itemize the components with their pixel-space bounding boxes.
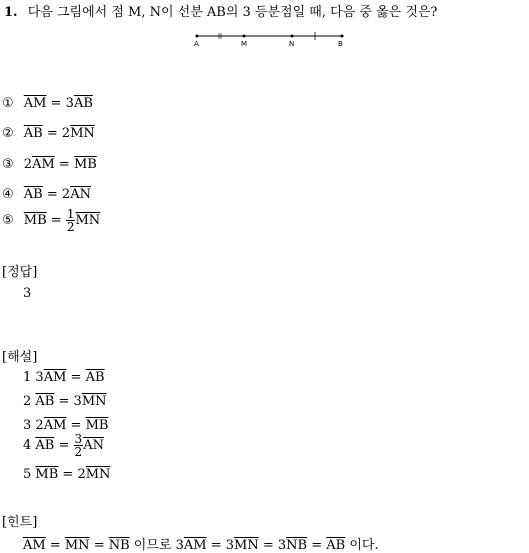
segment-label: $\overline{MB}$	[35, 467, 59, 482]
equation-text: =	[89, 538, 109, 553]
question-line	[4, 1, 437, 20]
explanation-line-4	[23, 433, 104, 458]
point-a-dot	[196, 35, 199, 38]
choice-3[interactable]	[2, 157, 97, 172]
fraction-numerator: 3	[74, 432, 83, 446]
choice-mark: ③	[2, 157, 14, 172]
point-b-dot	[341, 35, 344, 38]
fraction-denominator: 2	[66, 220, 75, 234]
segment-label: $\overline{AB}$	[73, 96, 93, 111]
equation-text: =	[66, 418, 86, 433]
equation-text: = 3	[46, 96, 74, 111]
segment-label: $\overline{NB}$	[286, 538, 308, 553]
explanation-line-2	[23, 394, 107, 409]
segment-label: $\overline{MN}$	[75, 213, 101, 228]
point-label-a: A	[194, 40, 199, 48]
explanation-line-1	[23, 370, 105, 385]
segment-label: $\overline{MB}$	[85, 418, 109, 433]
equation-text: =	[54, 438, 74, 453]
segment-label: $\overline{AB}$	[35, 438, 55, 453]
fraction-numerator: 1	[66, 207, 75, 221]
segment-svg	[190, 30, 350, 52]
equation-text: = 2	[42, 126, 71, 141]
equation-text: =	[46, 213, 66, 228]
choice-mark: ②	[2, 126, 14, 141]
choice-mark: ④	[2, 187, 14, 202]
explanation-label: [해설]	[2, 350, 38, 365]
coefficient: 3	[35, 370, 44, 385]
segment-label: $\overline{AN}$	[83, 438, 104, 453]
line-number: 3	[23, 418, 32, 433]
line-number: 4	[23, 438, 32, 453]
segment-label: $\overline{AB}$	[85, 370, 105, 385]
choice-mark: ⑤	[2, 213, 14, 228]
equation-text: = 3	[258, 538, 287, 553]
segment-label: $\overline{AM}$	[23, 538, 46, 553]
choice-2[interactable]	[2, 126, 95, 141]
hint-text	[23, 534, 379, 553]
segment-label: $\overline{AM}$	[23, 96, 47, 111]
question-number: 1.	[4, 5, 18, 20]
segment-label: $\overline{AB}$	[326, 538, 346, 553]
question-text: 다음 그림에서 점 M, N이 선분 AB의 3 등분점일 때, 다음 중 옳은 것은?	[27, 5, 438, 20]
line-number: 5	[23, 467, 32, 482]
hint-connector: 이므로 3	[129, 538, 184, 553]
explanation-line-3	[23, 418, 108, 433]
equation-text: =	[45, 538, 65, 553]
point-label-m: M	[241, 40, 248, 48]
choice-mark: ①	[2, 96, 14, 111]
segment-label: $\overline{MN}$	[85, 467, 111, 482]
equation-text: = 2	[58, 467, 86, 482]
segment-label: $\overline{AM}$	[183, 538, 207, 553]
answer-label: [정답]	[2, 265, 38, 280]
point-m-dot	[243, 35, 246, 38]
choice-1[interactable]	[2, 96, 93, 111]
segment-label: $\overline{MB}$	[73, 157, 97, 172]
equation-text: =	[66, 370, 86, 385]
point-n-dot	[291, 35, 294, 38]
equation-text: = 2	[42, 187, 71, 202]
segment-label: $\overline{AB}$	[23, 126, 43, 141]
line-number: 1	[23, 370, 32, 385]
segment-label: $\overline{AM}$	[43, 418, 67, 433]
segment-label: $\overline{AN}$	[70, 187, 91, 202]
segment-label: $\overline{MB}$	[23, 213, 47, 228]
segment-label: $\overline{MN}$	[81, 394, 107, 409]
equation-text: =	[307, 538, 327, 553]
point-label-n: N	[289, 40, 295, 48]
explanation-line-5	[23, 467, 110, 482]
choice-5[interactable]	[2, 208, 100, 233]
fraction	[74, 433, 84, 458]
coefficient: 2	[35, 418, 44, 433]
equation-text: =	[54, 157, 74, 172]
choice-4[interactable]	[2, 187, 91, 202]
segment-label: $\overline{AM}$	[43, 370, 67, 385]
fraction-denominator: 2	[74, 445, 83, 459]
segment-label: $\overline{AB}$	[35, 394, 55, 409]
segment-label: $\overline{MN}$	[234, 538, 259, 553]
segment-figure	[190, 30, 350, 52]
equation-text: = 3	[54, 394, 82, 409]
coefficient: 2	[23, 157, 33, 172]
segment-label: $\overline{MN}$	[70, 126, 95, 141]
hint-label: [힌트]	[2, 515, 38, 530]
equation-text: = 3	[206, 538, 235, 553]
segment-label: $\overline{MN}$	[64, 538, 90, 553]
answer-value: 3	[23, 286, 32, 301]
segment-label: $\overline{NB}$	[108, 538, 130, 553]
point-label-b: B	[338, 40, 343, 48]
segment-label: $\overline{AB}$	[23, 187, 43, 202]
segment-label: $\overline{AM}$	[32, 157, 55, 172]
hint-ending: 이다.	[345, 538, 379, 553]
line-number: 2	[23, 394, 32, 409]
